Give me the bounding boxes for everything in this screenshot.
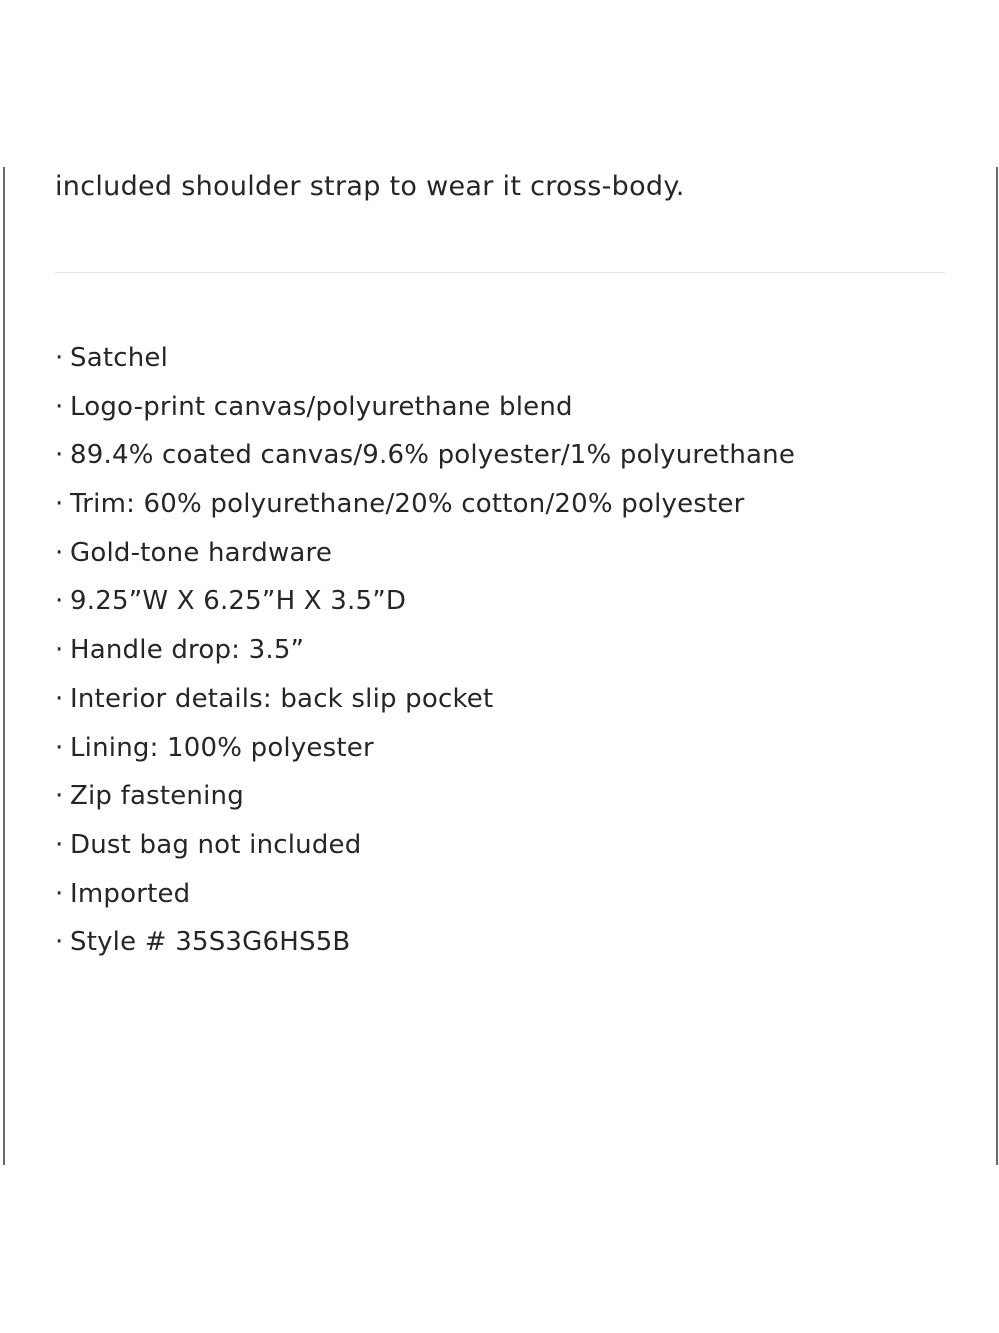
- description-panel[interactable]: [5, 167, 996, 1165]
- feature-item: [55, 777, 795, 826]
- feature-text: Trim: 60% polyurethane/20% cotton/20% polyester: [70, 489, 745, 520]
- feature-text: Zip fastening: [70, 781, 244, 812]
- feature-item: [55, 582, 795, 631]
- bullet-icon: ·: [55, 635, 64, 666]
- feature-item: [55, 631, 795, 680]
- right-border: [996, 167, 998, 1165]
- feature-item: [55, 534, 795, 583]
- feature-text: Dust bag not included: [70, 829, 362, 860]
- bullet-icon: ·: [55, 391, 64, 422]
- feature-text: Satchel: [70, 343, 169, 373]
- feature-text: Interior details: back slip pocket: [70, 683, 494, 714]
- feature-item: [55, 388, 795, 437]
- feature-list: [55, 339, 795, 972]
- feature-text: 9.25”W X 6.25”H X 3.5”D: [70, 586, 407, 617]
- bullet-icon: ·: [55, 489, 64, 520]
- feature-item: [55, 436, 795, 485]
- bullet-icon: ·: [55, 683, 64, 714]
- bullet-icon: ·: [55, 343, 64, 373]
- feature-item: [55, 339, 795, 388]
- description-intro: included shoulder strap to wear it cross-body.: [55, 171, 685, 202]
- feature-text: 89.4% coated canvas/9.6% polyester/1% polyurethane: [70, 440, 796, 471]
- feature-text: Logo-print canvas/polyurethane blend: [70, 391, 573, 422]
- feature-item: [55, 680, 795, 729]
- feature-item: [55, 729, 795, 778]
- feature-item: [55, 875, 795, 924]
- feature-item: [55, 923, 795, 972]
- bullet-icon: ·: [55, 440, 64, 471]
- bullet-icon: ·: [55, 781, 64, 812]
- feature-text: Gold-tone hardware: [70, 537, 333, 568]
- feature-item: [55, 826, 795, 875]
- feature-text: Style # 35S3G6HS5B: [70, 927, 351, 958]
- feature-item: [55, 485, 795, 534]
- feature-text: Imported: [70, 878, 191, 909]
- bullet-icon: ·: [55, 586, 64, 617]
- bullet-icon: ·: [55, 829, 64, 860]
- feature-text: Handle drop: 3.5”: [70, 635, 305, 666]
- bullet-icon: ·: [55, 537, 64, 568]
- bullet-icon: ·: [55, 732, 64, 763]
- bullet-icon: ·: [55, 878, 64, 909]
- section-divider: [55, 272, 945, 273]
- feature-text: Lining: 100% polyester: [70, 732, 374, 763]
- bullet-icon: ·: [55, 927, 64, 958]
